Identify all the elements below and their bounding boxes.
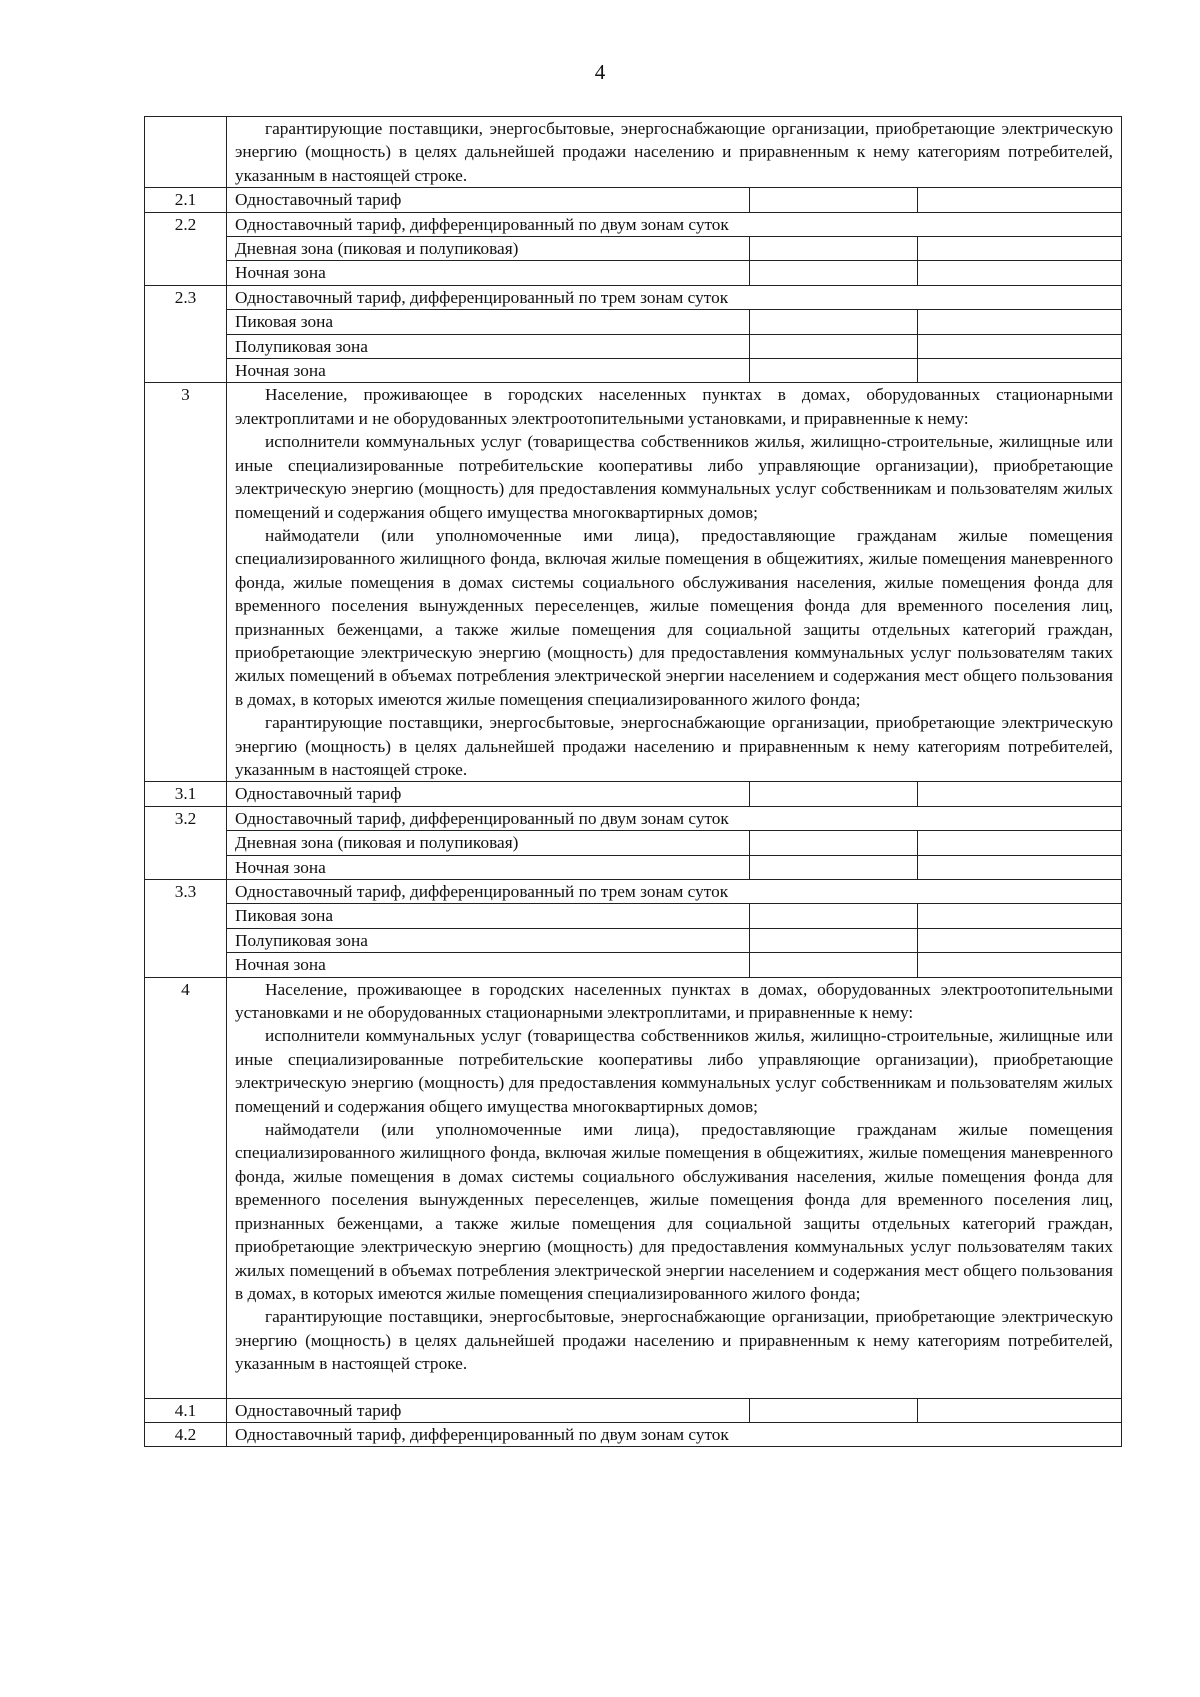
value-cell bbox=[918, 782, 1122, 806]
zone-label: Пиковая зона bbox=[227, 904, 750, 928]
paragraph: исполнители коммунальных услуг (товарищества собственников жилья, жилищно-строительные, жилищные или иные специализированные потребительские кооперативы либо управляющие организации), приобретающие электрическую энергию (мощность) для предоставления коммунальных услуг собственникам и пользователям жилых помещений и содержания общего имущества многоквартирных домов; bbox=[235, 432, 1114, 522]
row-number: 4.2 bbox=[145, 1422, 227, 1446]
value-cell bbox=[750, 310, 918, 334]
tariff-label: Одноставочный тариф, дифференцированный по двум зонам суток bbox=[227, 806, 1122, 830]
value-cell bbox=[750, 188, 918, 212]
value-cell bbox=[750, 928, 918, 952]
table-row bbox=[145, 383, 1122, 782]
row-number: 3.3 bbox=[145, 880, 227, 978]
value-cell bbox=[750, 953, 918, 977]
table-row bbox=[145, 285, 1122, 309]
value-cell bbox=[918, 188, 1122, 212]
value-cell bbox=[918, 1398, 1122, 1422]
row-number: 3 bbox=[145, 383, 227, 782]
zone-label: Ночная зона bbox=[227, 359, 750, 383]
tariff-label: Одноставочный тариф bbox=[227, 782, 750, 806]
value-cell bbox=[918, 310, 1122, 334]
table-row bbox=[145, 806, 1122, 830]
zone-label: Полупиковая зона bbox=[227, 334, 750, 358]
tariff-label: Одноставочный тариф bbox=[227, 188, 750, 212]
row-number: 2.1 bbox=[145, 188, 227, 212]
table-row bbox=[145, 188, 1122, 212]
tariff-label: Одноставочный тариф, дифференцированный по трем зонам суток bbox=[227, 880, 1122, 904]
paragraph: наймодатели (или уполномоченные ими лица), предоставляющие гражданам жилые помещения специализированного жилищного фонда, включая жилые помещения в общежитиях, жилые помещения маневренного фонда, жилые помещения в домах системы социального обслуживания населения, жилые помещения фонда для временного поселения вынужденных переселенцев, жилые помещения фонда для временного поселения лиц, признанных беженцами, а также жилые помещения для социальной защиты отдельных категорий граждан, приобретающие электрическую энергию (мощность) для предоставления коммунальных услуг пользователям таких жилых помещений в объемах потребления электрической энергии населением и содержания мест общего пользования в домах, в которых имеются жилые помещения специализированного жилого фонда; bbox=[235, 1120, 1114, 1303]
table-row bbox=[145, 359, 1122, 383]
paragraph: наймодатели (или уполномоченные ими лица), предоставляющие гражданам жилые помещения специализированного жилищного фонда, включая жилые помещения в общежитиях, жилые помещения маневренного фонда, жилые помещения в домах системы социального обслуживания населения, жилые помещения фонда для временного поселения вынужденных переселенцев, жилые помещения фонда для временного поселения лиц, признанных беженцами, а также жилые помещения для социальной защиты отдельных категорий граждан, приобретающие электрическую энергию (мощность) для предоставления коммунальных услуг пользователям таких жилых помещений в объемах потребления электрической энергии населением и содержания мест общего пользования в домах, в которых имеются жилые помещения специализированного жилого фонда; bbox=[235, 525, 1114, 709]
paragraph: Население, проживающее в городских населенных пунктах в домах, оборудованных электроотопительными установками и не оборудованных стационарными электроплитами, и приравненные к нему: bbox=[235, 979, 1114, 1023]
value-cell bbox=[918, 904, 1122, 928]
table-row bbox=[145, 977, 1122, 1398]
row-number: 3.1 bbox=[145, 782, 227, 806]
value-cell bbox=[750, 782, 918, 806]
value-cell bbox=[750, 261, 918, 285]
table-row bbox=[145, 310, 1122, 334]
page-number: 4 bbox=[594, 60, 606, 84]
row-number: 2.3 bbox=[145, 285, 227, 383]
value-cell bbox=[918, 928, 1122, 952]
tariff-label: Одноставочный тариф, дифференцированный по двум зонам суток bbox=[227, 1422, 1122, 1446]
paragraph: гарантирующие поставщики, энергосбытовые, энергоснабжающие организации, приобретающие электрическую энергию (мощность) в целях дальнейшей продажи населению и приравненным к нему категориям потребителей, указанным в настоящей строке. bbox=[235, 119, 1114, 185]
value-cell bbox=[750, 359, 918, 383]
paragraph: гарантирующие поставщики, энергосбытовые, энергоснабжающие организации, приобретающие электрическую энергию (мощность) в целях дальнейшей продажи населению и приравненным к нему категориям потребителей, указанным в настоящей строке. bbox=[235, 1307, 1114, 1374]
zone-label: Дневная зона (пиковая и полупиковая) bbox=[227, 831, 750, 855]
value-cell bbox=[750, 334, 918, 358]
row-number: 2.2 bbox=[145, 212, 227, 285]
zone-label: Дневная зона (пиковая и полупиковая) bbox=[227, 237, 750, 261]
row-number bbox=[145, 117, 227, 188]
table-row bbox=[145, 782, 1122, 806]
zone-label: Полупиковая зона bbox=[227, 928, 750, 952]
paragraph: исполнители коммунальных услуг (товарищества собственников жилья, жилищно-строительные, жилищные или иные специализированные потребительские кооперативы либо управляющие организации), приобретающие электрическую энергию (мощность) для предоставления коммунальных услуг собственникам и пользователям жилых помещений и содержания общего имущества многоквартирных домов; bbox=[235, 1026, 1114, 1116]
zone-label: Пиковая зона bbox=[227, 310, 750, 334]
table-row bbox=[145, 1422, 1122, 1446]
value-cell bbox=[918, 359, 1122, 383]
row-number: 4 bbox=[145, 977, 227, 1398]
paragraph: Население, проживающее в городских населенных пунктах в домах, оборудованных стационарными электроплитами и не оборудованных электроотопительными установками, и приравненные к нему: bbox=[235, 385, 1114, 428]
row-number: 3.2 bbox=[145, 806, 227, 879]
value-cell bbox=[750, 237, 918, 261]
value-cell bbox=[918, 953, 1122, 977]
section-description bbox=[227, 977, 1122, 1398]
table-row bbox=[145, 880, 1122, 904]
table-row bbox=[145, 237, 1122, 261]
zone-label: Ночная зона bbox=[227, 855, 750, 879]
value-cell bbox=[750, 1398, 918, 1422]
zone-label: Ночная зона bbox=[227, 261, 750, 285]
value-cell bbox=[750, 855, 918, 879]
table-row bbox=[145, 831, 1122, 855]
value-cell bbox=[918, 831, 1122, 855]
tariff-label: Одноставочный тариф, дифференцированный по двум зонам суток bbox=[227, 212, 1122, 236]
value-cell bbox=[750, 904, 918, 928]
table-row bbox=[145, 261, 1122, 285]
tariff-label: Одноставочный тариф bbox=[227, 1398, 750, 1422]
table-row bbox=[145, 953, 1122, 977]
value-cell bbox=[918, 261, 1122, 285]
value-cell bbox=[750, 831, 918, 855]
section-description bbox=[227, 383, 1122, 782]
table-row bbox=[145, 334, 1122, 358]
value-cell bbox=[918, 237, 1122, 261]
table-row bbox=[145, 928, 1122, 952]
tariff-table bbox=[144, 116, 1122, 1447]
tariff-label: Одноставочный тариф, дифференцированный по трем зонам суток bbox=[227, 285, 1122, 309]
table-row bbox=[145, 117, 1122, 188]
table-row bbox=[145, 855, 1122, 879]
table-row bbox=[145, 1398, 1122, 1422]
paragraph: гарантирующие поставщики, энергосбытовые, энергоснабжающие организации, приобретающие электрическую энергию (мощность) в целях дальнейшей продажи населению и приравненным к нему категориям потребителей, указанным в настоящей строке. bbox=[235, 713, 1114, 779]
section-description bbox=[227, 117, 1122, 188]
row-number: 4.1 bbox=[145, 1398, 227, 1422]
table-row bbox=[145, 904, 1122, 928]
table-row bbox=[145, 212, 1122, 236]
value-cell bbox=[918, 334, 1122, 358]
value-cell bbox=[918, 855, 1122, 879]
zone-label: Ночная зона bbox=[227, 953, 750, 977]
